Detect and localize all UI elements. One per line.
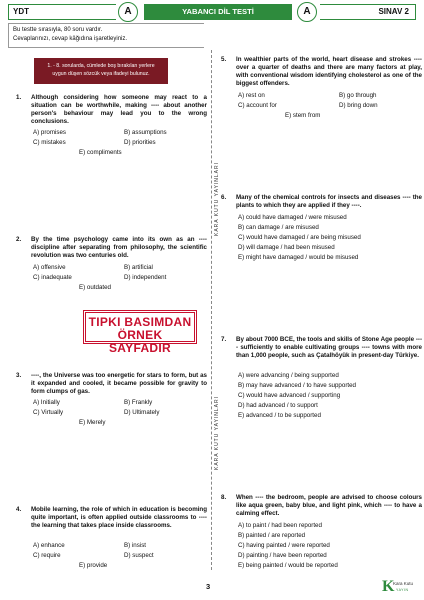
header-right-box: [320, 4, 416, 20]
question-stem: By the time psychology came into its own as an ---- discipline after separating from philosophy, the scientific revolution was two centuries old.: [31, 236, 207, 259]
intro-line-1: Bu testte sırasıyla, 80 soru vardır.: [13, 27, 103, 33]
option-d[interactable]: D) painting / have been reported: [238, 552, 327, 559]
option-c[interactable]: C) Virtually: [33, 409, 64, 416]
question-stem: When ---- the bedroom, people are advised to choose colours like aqua green, baby blue, and light pink, which ---- to have a calming effect.: [236, 494, 422, 517]
option-b[interactable]: B) assumptions: [124, 129, 167, 136]
booklet-badge-right: A: [297, 2, 317, 22]
intro-box: [8, 23, 204, 48]
test-title: YABANCI DİL TESTİ: [144, 4, 292, 20]
publisher-logo-mark: K: [382, 578, 395, 595]
instruction-line-1: 1. - 8. sorularda, cümlede boş bırakılan yerlere: [47, 63, 155, 69]
option-a[interactable]: A) to paint / had been reported: [238, 522, 322, 529]
instruction-line-2: uygun düşen sözcük veya ifadeyi bulunuz.: [52, 71, 150, 77]
option-a[interactable]: A) were advancing / being supported: [238, 372, 339, 379]
option-e[interactable]: E) compliments: [79, 149, 122, 156]
stamp-line-1: TIPKI BASIMDAN: [88, 315, 192, 329]
question-number: 7.: [221, 336, 227, 343]
option-c[interactable]: C) would have advanced / supporting: [238, 392, 341, 399]
stamp-line-2: ÖRNEK SAYFADIR: [109, 328, 171, 355]
option-b[interactable]: B) painted / are reported: [238, 532, 306, 539]
option-c[interactable]: C) account for: [238, 102, 277, 109]
header-left-box: [8, 4, 116, 20]
instruction-box: [34, 58, 168, 84]
option-d[interactable]: D) suspect: [124, 552, 154, 559]
side-publisher-label: KARA KUTU YAYINLARI: [214, 161, 220, 236]
exam-header: [8, 4, 416, 20]
question-stem: In wealthier parts of the world, heart disease and strokes ---- over a quarter of deaths and there are many factors at play, with conventional wisdom identifying cholesterol as one of the biggest offenders.: [236, 56, 422, 87]
option-d[interactable]: D) bring down: [339, 102, 378, 109]
option-e[interactable]: E) stem from: [285, 112, 321, 119]
option-e[interactable]: E) provide: [79, 562, 108, 569]
option-e[interactable]: E) being painted / would be reported: [238, 562, 338, 569]
option-d[interactable]: D) priorities: [124, 139, 156, 146]
option-c[interactable]: C) inadequate: [33, 274, 72, 281]
option-c[interactable]: C) require: [33, 552, 61, 559]
question-number: 2.: [16, 236, 22, 243]
option-d[interactable]: D) independent: [124, 274, 167, 281]
question-1: [16, 94, 212, 164]
option-b[interactable]: B) insist: [124, 542, 147, 549]
question-number: 3.: [16, 372, 22, 379]
question-stem: Mobile learning, the role of which in education is becoming quite important, is often applied outside classrooms to ---- the learning that takes place inside classrooms.: [31, 506, 207, 529]
question-2: [16, 236, 212, 296]
question-number: 1.: [16, 94, 22, 101]
publisher-tag: YAYIN: [396, 588, 409, 592]
question-5: [221, 56, 422, 126]
option-b[interactable]: B) can damage / are misused: [238, 224, 319, 231]
question-number: 4.: [16, 506, 22, 513]
question-number: 5.: [221, 56, 227, 63]
publisher-name: Kara Kutu: [393, 581, 414, 586]
option-a[interactable]: A) enhance: [33, 542, 65, 549]
question-stem: ----, the Universe was too energetic for stars to form, but as it expanded and cooled, it became possible for gravity to form clumps of gas.: [31, 372, 207, 395]
option-d[interactable]: D) had advanced / to support: [238, 402, 318, 409]
sample-page-stamp: [83, 310, 197, 355]
intro-line-2: Cevaplarınızı, cevap kâğıdına işaretleyiniz.: [13, 36, 128, 42]
page-number: 3: [206, 582, 211, 591]
publisher-logo: [382, 578, 416, 596]
option-a[interactable]: A) could have damaged / were misused: [238, 214, 347, 221]
question-8: [221, 494, 422, 574]
option-b[interactable]: B) go through: [339, 92, 377, 99]
question-number: 6.: [221, 194, 227, 201]
booklet-badge-left: A: [118, 2, 138, 22]
option-e[interactable]: E) advanced / to be supported: [238, 412, 321, 419]
question-3: [16, 372, 212, 432]
option-c[interactable]: C) having painted / were reported: [238, 542, 330, 549]
question-6: [221, 194, 422, 264]
option-b[interactable]: B) Frankly: [124, 399, 153, 406]
option-e[interactable]: E) Merely: [79, 419, 106, 426]
question-stem: Although considering how someone may react to a situation can be worthwhile, making ---- about another person's behaviour may lead you to the wrong conclusions.: [31, 94, 207, 125]
question-number: 8.: [221, 494, 227, 501]
exam-type: YDT: [13, 7, 29, 16]
option-e[interactable]: E) might have damaged / would be misused: [238, 254, 359, 261]
question-4: [16, 506, 212, 572]
option-c[interactable]: C) mistakes: [33, 139, 66, 146]
option-a[interactable]: A) offensive: [33, 264, 66, 271]
option-b[interactable]: B) may have advanced / to have supported: [238, 382, 356, 389]
option-a[interactable]: A) Initially: [33, 399, 60, 406]
exam-session: SINAV 2: [378, 7, 409, 16]
option-a[interactable]: A) promises: [33, 129, 67, 136]
question-stem: By about 7000 BCE, the tools and skills of Stone Age people ---- sufficiently to enable cultivating groups ---- towns with more than 1,000 people, such as Çatalhöyük in present-day Türkiye.: [236, 336, 422, 359]
option-d[interactable]: D) Ultimately: [124, 409, 160, 416]
option-c[interactable]: C) would have damaged / are being misused: [238, 234, 361, 241]
option-a[interactable]: A) rest on: [238, 92, 265, 99]
option-b[interactable]: B) artificial: [124, 264, 153, 271]
option-e[interactable]: E) outdated: [79, 284, 111, 291]
question-7: [221, 336, 422, 426]
option-d[interactable]: D) will damage / had been misused: [238, 244, 335, 251]
side-publisher-label: KARA KUTU YAYINLARI: [214, 395, 220, 470]
question-stem: Many of the chemical controls for insects and diseases ---- the plants to which they are applied if they ----.: [236, 194, 422, 209]
